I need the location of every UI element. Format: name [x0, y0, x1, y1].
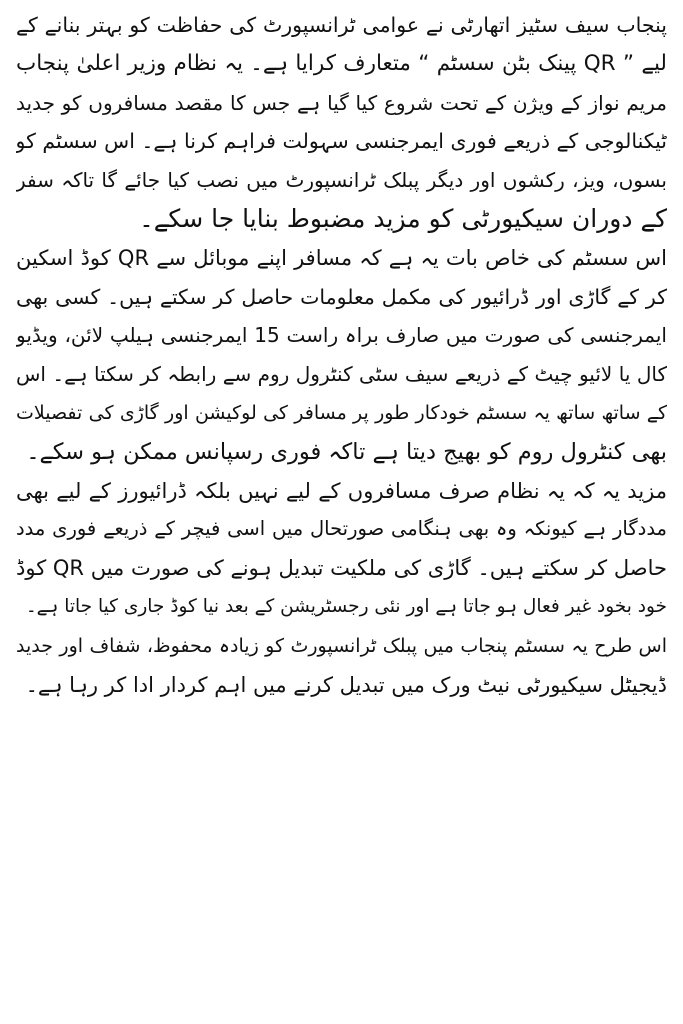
text-line: کر کے گاڑی اور ڈرائیور کی مکمل معلومات حاصل کر سکتے ہیں۔ کسی بھی: [16, 284, 667, 309]
paragraph-2: [16, 239, 667, 472]
text-line: ٹیکنالوجی کے ذریعے فوری ایمرجنسی سہولت فراہم کرنا ہے۔ اس سسٹم کو: [16, 129, 667, 154]
text-line: مددگار ہے کیونکہ وہ بھی ہنگامی صورتحال میں اسی فیچر کے ذریعے فوری مدد: [16, 517, 667, 541]
text-line: مریم نواز کے ویژن کے تحت شروع کیا گیا ہے جس کا مقصد مسافروں کو جدید: [16, 90, 667, 115]
text-line: بھی کنٹرول روم کو بھیج دیتا ہے تاکہ فوری رسپانس ممکن ہو سکے۔: [26, 438, 667, 465]
text-line: پنجاب سیف سٹیز اتھارٹی نے عوامی ٹرانسپورٹ کی حفاظت کو بہتر بنانے کے: [16, 13, 667, 37]
text-line: ڈیجیٹل سیکیورٹی نیٹ ورک میں تبدیل کرنے میں اہم کردار ادا کر رہا ہے۔: [25, 672, 667, 697]
text-line: کے ساتھ ساتھ یہ سسٹم خودکار طور پر مسافر کی لوکیشن اور گاڑی کی تفصیلات: [16, 401, 667, 424]
text-line: کے دوران سیکیورٹی کو مزید مضبوط بنایا جا سکے۔: [139, 203, 667, 233]
text-line: حاصل کر سکتے ہیں۔ گاڑی کی ملکیت تبدیل ہونے کی صورت میں QR کوڈ: [16, 556, 667, 581]
text-line: ایمرجنسی کی صورت میں صارف براہ راست 15 ایمرجنسی ہیلپ لائن، ویڈیو: [16, 323, 667, 348]
paragraph-3: [16, 472, 667, 627]
text-line: خود بخود غیر فعال ہو جاتا ہے اور نئی رجسٹریشن کے بعد نیا کوڈ جاری کیا جاتا ہے۔: [25, 595, 667, 617]
paragraph-1: [16, 6, 667, 239]
paragraph-4: [16, 627, 667, 705]
text-line: کال یا لائیو چیٹ کے ذریعے سیف سٹی کنٹرول روم سے رابطہ کر سکتا ہے۔ اس: [16, 362, 667, 387]
text-line: لیے ” QR پینک بٹن سسٹم “ متعارف کرایا ہے۔ یہ نظام وزیر اعلیٰ پنجاب: [16, 50, 667, 76]
text-line: بسوں، ویز، رکشوں اور دیگر پبلک ٹرانسپورٹ میں نصب کیا جائے گا تاکہ سفر: [16, 168, 667, 193]
text-line: مزید یہ کہ یہ نظام صرف مسافروں کے لیے نہیں بلکہ ڈرائیورز کے لیے بھی: [16, 478, 667, 503]
text-line: اس طرح یہ سسٹم پنجاب میں پبلک ٹرانسپورٹ کو زیادہ محفوظ، شفاف اور جدید: [16, 634, 667, 657]
article-body: [16, 6, 667, 1018]
text-line: اس سسٹم کی خاص بات یہ ہے کہ مسافر اپنے موبائل سے QR کوڈ اسکین: [16, 245, 667, 270]
